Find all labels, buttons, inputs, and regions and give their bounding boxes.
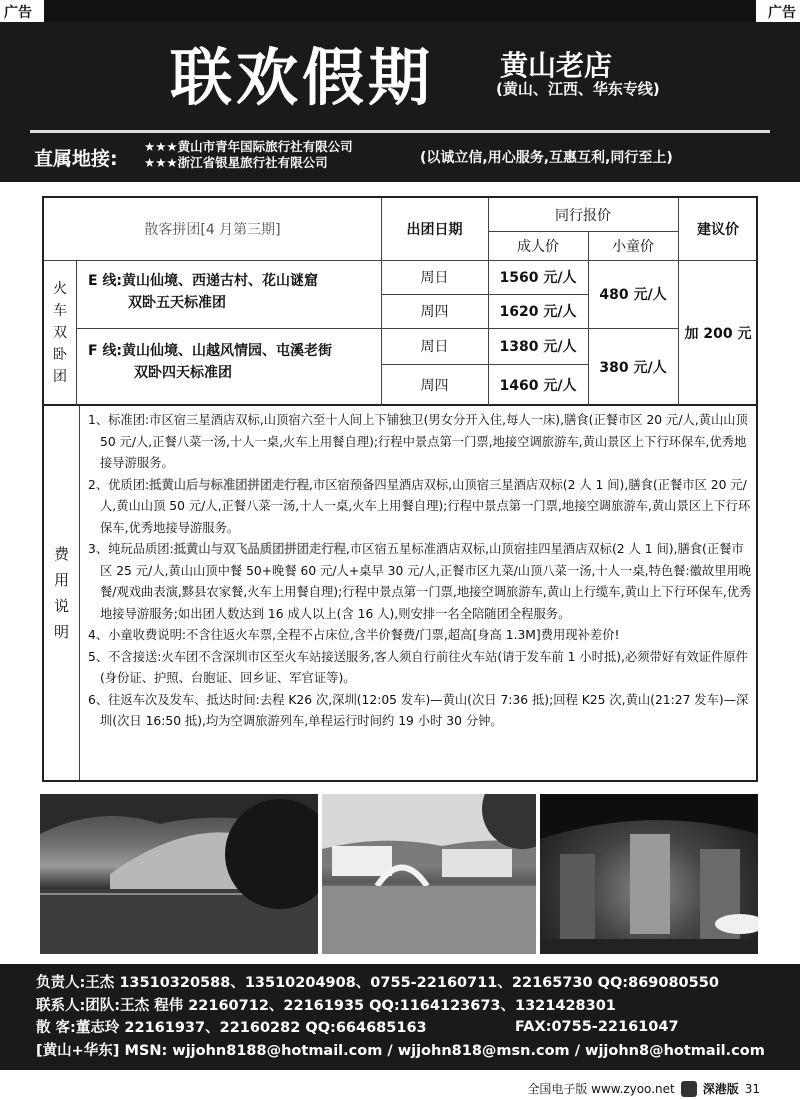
village-scene-image xyxy=(322,794,536,954)
category-train xyxy=(44,260,76,406)
route-e-line: E 线:黄山仙境、西递古村、花山谜窟 xyxy=(88,273,319,289)
route-e-adult-2: 1620 元/人 xyxy=(499,304,577,320)
grid-vline xyxy=(76,260,77,406)
footer-brand: 深港版 xyxy=(702,1082,739,1096)
route-f-child: 380 元/人 xyxy=(599,360,667,376)
col-date: 出团日期 xyxy=(406,222,463,238)
side-char: 说 xyxy=(53,597,69,615)
fee-item-2-highlight: 抵黄山后与标准团拼团走行程 xyxy=(149,477,310,492)
suggest-price-value: 加 200 元 xyxy=(684,326,752,342)
category-char: 车 xyxy=(53,303,67,319)
photo-lake-mountain xyxy=(40,794,318,954)
contact-fax: FAX:0755-22161047 xyxy=(515,1019,679,1035)
route-lines: (黄山、江西、华东专线) xyxy=(496,80,660,98)
contact-panel xyxy=(0,964,800,1070)
photo-strip xyxy=(40,794,758,954)
agency-1: ★★★黄山市青年国际旅行社有限公司 xyxy=(144,139,353,154)
category-char: 火 xyxy=(53,281,67,297)
ad-label-right: 广告 xyxy=(768,5,796,21)
fee-side-label xyxy=(44,406,80,780)
route-f-adult-1: 1380 元/人 xyxy=(499,339,577,355)
contact-manager: 负责人:王杰 13510320588、13510204908、0755-22160711、22165730 QQ:869080550 xyxy=(36,975,719,991)
category-char: 团 xyxy=(53,369,67,385)
table-title: 散客拼团[4 月第三期] xyxy=(144,222,281,238)
category-char: 卧 xyxy=(53,347,67,363)
fee-items xyxy=(88,410,754,733)
route-f xyxy=(88,340,378,396)
fee-item-5: 5、不含接送:火车团不含深圳市区至火车站接送服务,客人须自行前往火车站(请于发车前 1 小时抵),必须带好有效证件原件(身份证、护照、台胞证、回乡证、军官证等)。 xyxy=(88,649,748,685)
route-e-child: 480 元/人 xyxy=(599,287,667,303)
photo-village-bridge xyxy=(322,794,536,954)
agency-2: ★★★浙江省银星旅行社有限公司 xyxy=(144,155,328,170)
ad-strip xyxy=(0,0,800,22)
logo-icon xyxy=(681,1081,697,1097)
side-char: 费 xyxy=(53,545,69,563)
contact-individual: 散 客:董志玲 22161937、22160282 QQ:664685163 xyxy=(36,1020,427,1036)
brand-title: 联欢假期 xyxy=(170,41,435,114)
side-char: 用 xyxy=(53,571,69,589)
photo-cave xyxy=(540,794,758,954)
route-e xyxy=(88,270,378,326)
route-f-line: F 线:黄山仙境、山越风情园、屯溪老街 xyxy=(88,343,333,359)
ad-label-left: 广告 xyxy=(4,5,32,21)
fee-item-3 xyxy=(88,539,754,625)
route-e-day-1: 周日 xyxy=(420,270,449,286)
route-e-adult-1: 1560 元/人 xyxy=(499,270,577,286)
fee-item-2-text: ,市区宿预备四星酒店双标,山顶宿三星酒店双标(2 人 1 间),膳食(正餐市区 20 元/人,黄山山顶 50 元/人,正餐八菜一汤,十人一桌,火车上用餐自理);行程中景点第一门票,地接空调旅游车,黄山景区上下行环保车,优秀地接导游服务。 xyxy=(100,477,751,535)
fee-item-1: 1、标准团:市区宿三星酒店双标,山顶宿六至十人间上下铺独卫(男女分开入住,每人一床),膳食(正餐市区 20 元/人,黄山山顶 50 元/人,正餐八菜一汤,十人一桌,火车上用餐自理);行程中景点第一门票,地接空调旅游车,黄山景区上下行环保车,优秀地接导游服务。 xyxy=(88,413,748,470)
price-table xyxy=(42,196,758,406)
agency-list xyxy=(144,139,353,171)
footer-edition: 全国电子版 www.zyoo.net xyxy=(527,1082,675,1096)
route-f-day-1: 周日 xyxy=(420,339,449,355)
contact-msn: [黄山+华东] MSN: wjjohn8188@hotmail.com / wjjohn818@msn.com / wjjohn8@hotmail.com xyxy=(36,1042,765,1059)
slogan: (以诚立信,用心服务,互惠互利,同行至上) xyxy=(420,150,673,166)
fee-item-2-prefix: 2、优质团: xyxy=(88,477,150,492)
col-trade-price: 同行报价 xyxy=(555,207,611,224)
fee-item-3-text: ,市区宿五星标准酒店双标,山顶宿挂四星酒店双标(2 人 1 间),膳食(正餐市区 25 元/人,黄山山顶中餐 50+晚餐 60 元/人+桌早 30 元/人,正餐市区九菜/山顶八菜一汤,十人一桌,特色餐:徽故里用晚餐/观戏曲表演,黟县农家餐,火车上用餐自理);行程中景点第一门票,地接空调旅游车,黄山上行缆车,黄山上下行环保车,优秀地接导游服务;如出团人数达到 16 成人以上(含 16 人),则安排一名全陪随团全程服务。 xyxy=(100,542,752,621)
fee-item-3-highlight: 抵黄山与双飞品质团拼团走行程 xyxy=(173,542,346,556)
fee-item-2 xyxy=(88,475,754,540)
store-name: 黄山老店 xyxy=(500,49,613,82)
route-e-day-2: 周四 xyxy=(420,304,449,320)
lake-scene-image xyxy=(40,794,318,954)
direct-label: 直属地接: xyxy=(34,148,118,170)
route-e-desc: 双卧五天标准团 xyxy=(128,295,226,311)
col-suggest-price: 建议价 xyxy=(697,222,739,238)
category-char: 双 xyxy=(53,325,67,341)
fee-item-3-prefix: 3、纯玩品质团: xyxy=(88,542,174,556)
fee-item-6: 6、往返车次及发车、抵达时间:去程 K26 次,深圳(12:05 发车)—黄山(次日 7:36 抵);回程 K25 次,黄山(21:27 发车)—深圳(次日 16:50 抵),均为空调旅游列车,单程运行时间约 19 小时 30 分钟。 xyxy=(88,692,749,728)
side-char: 明 xyxy=(53,623,69,641)
route-f-day-2: 周四 xyxy=(420,378,449,394)
page-number: 31 xyxy=(744,1081,760,1096)
col-child-price: 小童价 xyxy=(612,238,654,255)
route-f-adult-2: 1460 元/人 xyxy=(499,378,577,394)
contact-person: 联系人:团队:王杰 程伟 22160712、22161935 QQ:1164123673、1321428301 xyxy=(36,997,616,1014)
route-f-desc: 双卧四天标准团 xyxy=(134,365,232,381)
header-divider xyxy=(30,130,770,133)
fee-item-4: 4、小童收费说明:不含往返火车票,全程不占床位,含半价餐费/门票,超高[身高 1.3M]费用现补差价! xyxy=(88,628,620,642)
col-adult-price: 成人价 xyxy=(517,238,559,255)
ad-bar xyxy=(44,0,756,22)
cave-scene-image xyxy=(540,794,758,954)
page-footer xyxy=(527,1080,760,1097)
header-banner xyxy=(0,22,800,182)
fee-description xyxy=(42,406,758,782)
